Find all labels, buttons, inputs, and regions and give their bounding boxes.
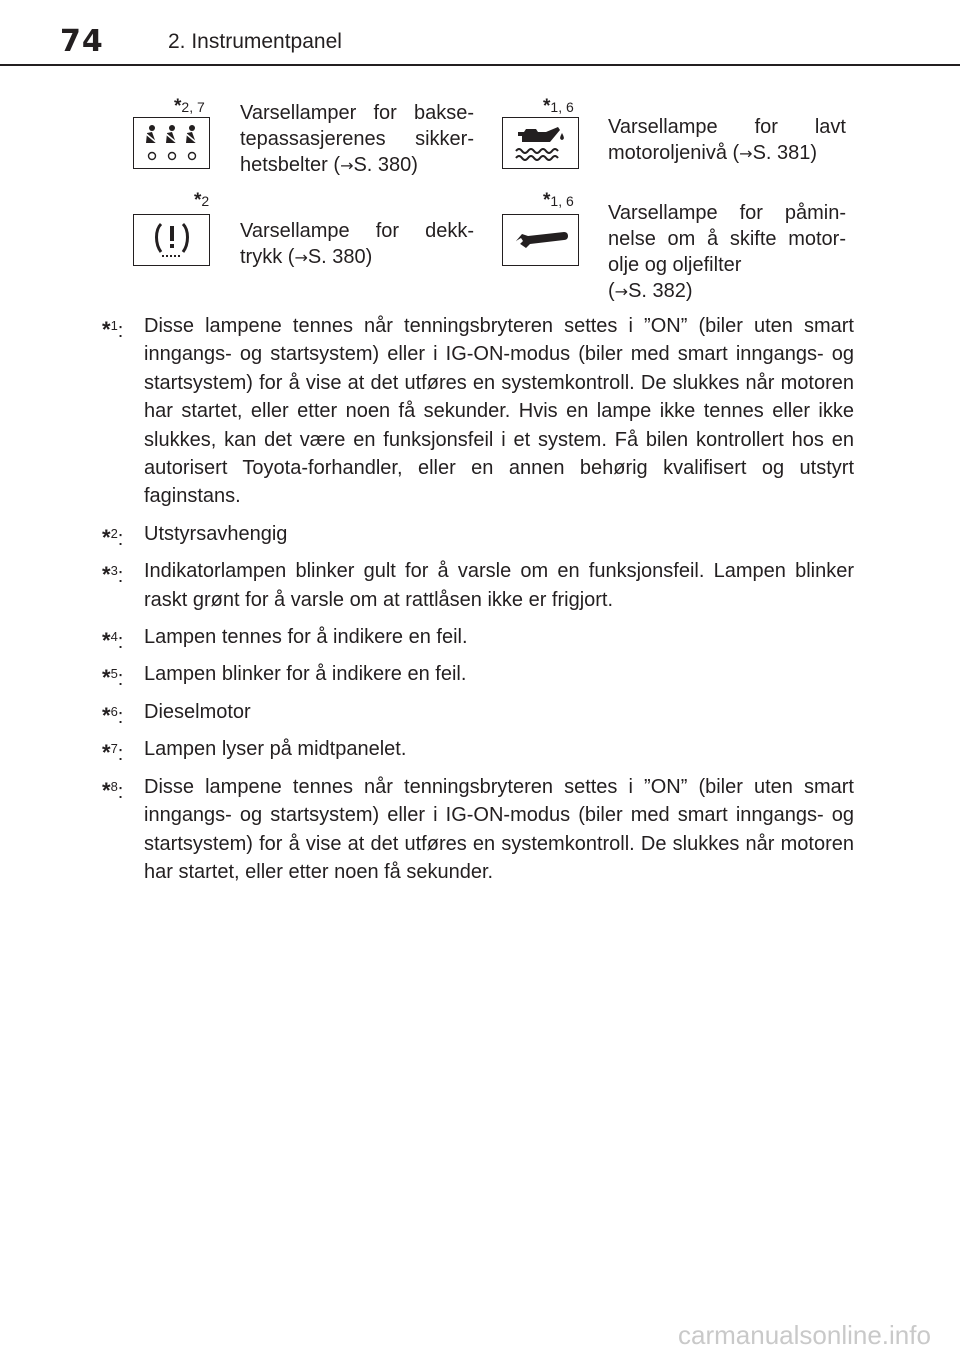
footnote-7: *$^7$: Lampen lyser på midtpanelet.	[102, 735, 854, 763]
footnotes	[102, 312, 854, 895]
footnote-marker: *$^6$:	[102, 702, 124, 728]
lamp-marker: *1, 6	[543, 96, 574, 117]
lamp-description: Varsellampe for påmin- nelse om å skifte motor- olje og oljefilter (→S. 382)	[608, 202, 846, 302]
header-rule	[0, 64, 960, 66]
footnote-marker: *$^8$:	[102, 777, 124, 803]
footnote-marker: *$^5$:	[102, 665, 124, 691]
page-header	[0, 0, 960, 66]
footnote-marker: *$^7$:	[102, 740, 124, 766]
footnote-6: *$^6$: Dieselmotor	[102, 698, 854, 726]
footnote-1: *$^1$: Disse lampene tennes når tenningsbryteren settes i ”ON” (biler uten smart inngangs- og startsystem) eller i IG-ON-modus (biler med smart inngangs- og startsystem) for å vise at det utføres en systemkontroll. De slukkes når motoren har startet, eller etter noen få sekunder. Hvis en lampe ikke tennes eller ikke slukkes, kan det være en funksjonsfeil i et system. Få bilen kontrollert hos en autorisert Toyota-forhandler, eller en annen behørig kvalifisert og utstyrt faginstans.	[102, 312, 854, 511]
lamp-marker: *2	[194, 190, 210, 211]
lamp-description: Varsellampe for lavt motoroljenivå (→S. 381)	[608, 116, 846, 164]
footnote-marker: *$^1$:	[102, 317, 124, 342]
footnote-3: *$^3$: Indikatorlampen blinker gult for å varsle om en funksjonsfeil. Lampen blinker raskt grønt for å varsle om at rattlåsen ikke er frigjort.	[102, 557, 854, 614]
section-title: 2. Instrumentpanel	[168, 30, 342, 53]
oil-level-icon	[502, 117, 579, 169]
footnote-4: *$^4$: Lampen tennes for å indikere en feil.	[102, 623, 854, 651]
lamp-marker: *1, 6	[543, 190, 574, 211]
tire-pressure-icon	[133, 214, 210, 266]
watermark: carmanualsonline.info	[678, 1320, 931, 1350]
lamp-marker: *2, 7	[174, 96, 205, 117]
footnote-5: *$^5$: Lampen blinker for å indikere en feil.	[102, 660, 854, 688]
rear-seatbelt-icon	[133, 117, 210, 169]
footnote-8: *$^8$: Disse lampene tennes når tenningsbryteren settes i ”ON” (biler uten smart inngangs- og startsystem) eller i IG-ON-modus (biler med smart inngangs- og startsystem) for å vise at det utføres en systemkontroll. De slukkes når motoren har startet, eller etter noen få sekunder.	[102, 773, 854, 887]
page-number: 74	[60, 24, 104, 59]
footnote-2: *$^2$: Utstyrsavhengig	[102, 520, 854, 548]
footnote-marker: *$^2$:	[102, 524, 124, 550]
lamp-description: Varsellampe for dekk- trykk (→S. 380)	[240, 220, 474, 268]
lamp-description: Varsellamper for bakse- tepassasjerenes sikker- hetsbelter (→S. 380)	[240, 102, 474, 176]
footnote-marker: *$^4$:	[102, 628, 124, 654]
wrench-icon	[502, 214, 579, 266]
footnote-marker: *$^3$:	[102, 562, 124, 588]
